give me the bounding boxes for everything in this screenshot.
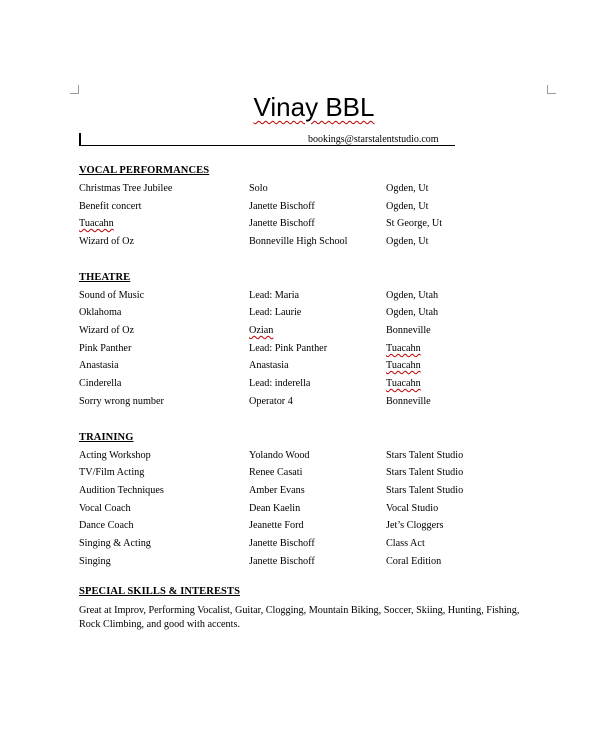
vocal-event: Christmas Tree Jubilee (79, 183, 173, 194)
vocal-event: Wizard of Oz (79, 236, 135, 247)
theatre-show: Sorry wrong number (79, 396, 164, 407)
training-row (79, 450, 519, 466)
section-heading-skills: SPECIAL SKILLS & INTERESTS (79, 586, 241, 597)
vocal-role: Solo (249, 183, 268, 194)
section-heading-vocal: VOCAL PERFORMANCES (79, 165, 210, 176)
training-course: Singing & Acting (79, 538, 151, 549)
theatre-show: Pink Panther (79, 343, 132, 354)
theatre-role: Ozian (249, 325, 274, 336)
theatre-role: Lead: Pink Panther (249, 343, 328, 354)
theatre-venue: Tuacahn (386, 378, 421, 389)
vocal-location: Ogden, Ut (386, 201, 429, 212)
vocal-role: Janette Bischoff (249, 201, 315, 212)
training-course: TV/Film Acting (79, 467, 145, 478)
theatre-show: Oklahoma (79, 307, 122, 318)
theatre-row (79, 378, 519, 394)
theatre-row (79, 307, 519, 323)
training-course: Acting Workshop (79, 450, 151, 461)
training-studio: Class Act (386, 538, 425, 549)
training-instructor: Janette Bischoff (249, 538, 315, 549)
theatre-venue: Tuacahn (386, 360, 421, 371)
theatre-show: Sound of Music (79, 290, 145, 301)
training-course: Dance Coach (79, 520, 134, 531)
training-instructor: Yolando Wood (249, 450, 310, 461)
vocal-location: St George, Ut (386, 218, 443, 229)
training-row (79, 538, 519, 554)
vocal-event: Benefit concert (79, 201, 142, 212)
vocal-location: Ogden, Ut (386, 183, 429, 194)
theatre-row (79, 396, 519, 412)
training-instructor: Janette Bischoff (249, 556, 315, 567)
skills-text: Great at Improv, Performing Vocalist, Guitar, Clogging, Mountain Biking, Soccer, Skiing, Hunting, Fishing, Rock Climbing, and good with accents. (79, 605, 520, 630)
vocal-row (79, 201, 519, 217)
theatre-venue: Bonneville (386, 396, 431, 407)
training-course: Singing (79, 556, 111, 567)
section-heading-theatre: THEATRE (79, 272, 131, 283)
theatre-show: Anastasia (79, 360, 119, 371)
training-instructor: Jeanette Ford (249, 520, 304, 531)
training-studio: Stars Talent Studio (386, 467, 464, 478)
training-course: Vocal Coach (79, 503, 131, 514)
theatre-row (79, 290, 519, 306)
theatre-venue: Bonneville (386, 325, 431, 336)
vocal-role: Janette Bischoff (249, 218, 315, 229)
theatre-role: Anastasia (249, 360, 289, 371)
theatre-role: Lead: Laurie (249, 307, 302, 318)
training-instructor: Renee Casati (249, 467, 303, 478)
training-row (79, 556, 519, 572)
training-studio: Stars Talent Studio (386, 450, 464, 461)
resume-title (0, 92, 600, 123)
training-studio: Stars Talent Studio (386, 485, 464, 496)
vocal-location: Ogden, Ut (386, 236, 429, 247)
vocal-row (79, 183, 519, 199)
training-row (79, 520, 519, 536)
contact-email: bookings@starstalentstudio.com (308, 134, 439, 145)
theatre-venue: Ogden, Utah (386, 290, 439, 301)
training-row (79, 503, 519, 519)
vocal-row (79, 236, 519, 252)
theatre-show: Wizard of Oz (79, 325, 135, 336)
training-studio: Vocal Studio (386, 503, 439, 514)
training-course: Audition Techniques (79, 485, 164, 496)
theatre-show: Cinderella (79, 378, 122, 389)
section-heading-training: TRAINING (79, 432, 134, 443)
training-row (79, 485, 519, 501)
training-instructor: Dean Kaelin (249, 503, 301, 514)
resume-name: Vinay BBL (253, 92, 375, 122)
vocal-row (79, 218, 519, 234)
vocal-role: Bonneville High School (249, 236, 348, 247)
theatre-row (79, 343, 519, 359)
theatre-role: Lead: inderella (249, 378, 311, 389)
theatre-role: Lead: Maria (249, 290, 300, 301)
training-row (79, 467, 519, 483)
theatre-role: Operator 4 (249, 396, 293, 407)
training-studio: Coral Edition (386, 556, 442, 567)
training-studio: Jet’s Cloggers (386, 520, 444, 531)
theatre-row (79, 360, 519, 376)
theatre-row (79, 325, 519, 341)
theatre-venue: Ogden, Utah (386, 307, 439, 318)
vocal-event: Tuacahn (79, 218, 114, 229)
training-instructor: Amber Evans (249, 485, 305, 496)
theatre-venue: Tuacahn (386, 343, 421, 354)
